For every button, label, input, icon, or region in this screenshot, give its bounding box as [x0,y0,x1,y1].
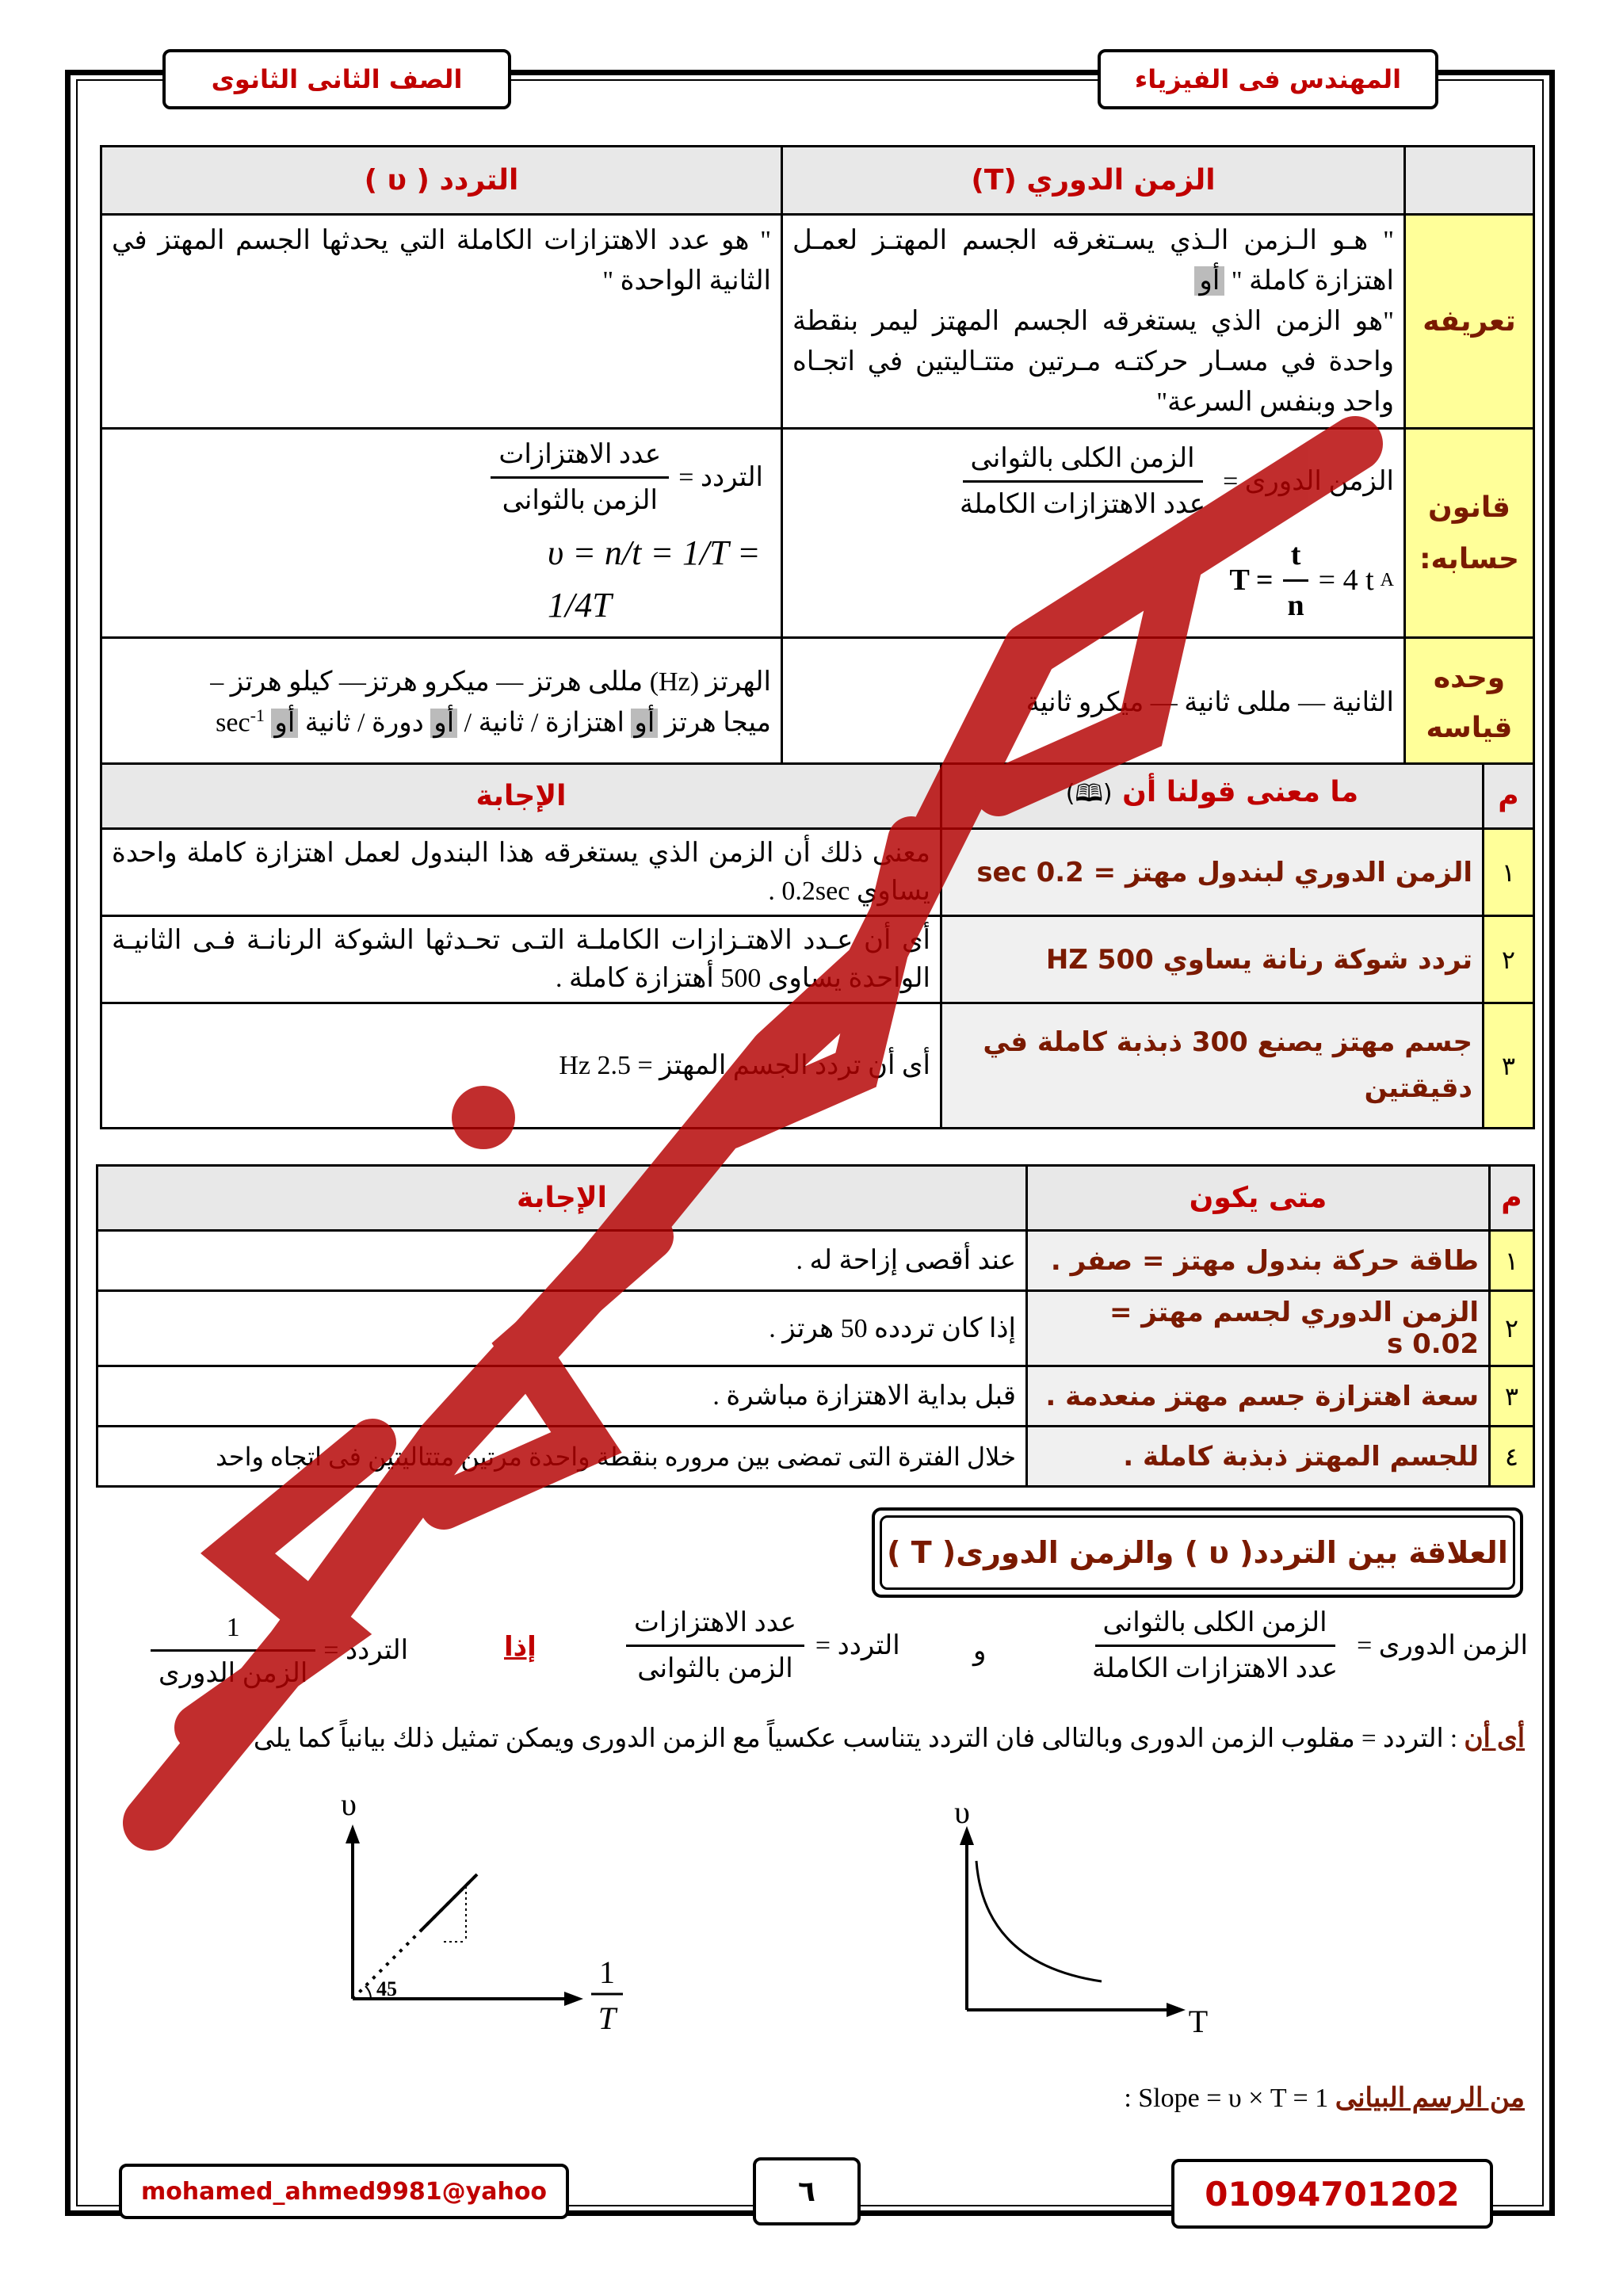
relation-result-num: 1 [151,1607,315,1652]
slope-text: : Slope = υ × T = 1 [1124,2084,1329,2113]
when-col-answer: الإجابة [97,1166,1027,1231]
relation-result-lhs: التردد = [323,1636,409,1665]
frequency-definition: " هو عدد الاهتزازات الكاملة التي يحدثها الجسم المهتز في الثانية الواحدة " [101,215,782,429]
linear-graph-y-label: υ [341,1791,357,1822]
period-definition-1: " هـو الـزمن الـذي يسـتغرقه الجسم المهتـز لعمـل اهتزازة كاملة " [792,226,1394,296]
period-formula-n: n [1287,588,1304,622]
meaning-row-num: ٢ [1484,916,1534,1003]
meaning-row-question: الزمن الدوري لبندول مهتز = 0.2 sec [941,829,1484,916]
relation-freq-eq [626,1603,900,1689]
meaning-col-num: م [1484,764,1534,829]
freq-unit-sec: $\sec^{-1}$ [216,705,265,738]
when-row-question: للجسم المهتز ذبذبة كاملة . [1027,1427,1490,1487]
relation-freq-num: عدد الاهتزازات [626,1603,804,1647]
period-law-denominator: عدد الاهتزازات الكاملة [960,489,1206,519]
slope-line [1124,2078,1525,2118]
when-row-question: طاقة حركة بندول مهتز = صفر . [1027,1231,1490,1291]
meaning-row-num: ٣ [1484,1003,1534,1129]
freq-unit-3: اهتزازة / ثانية [478,708,624,738]
unit-label-2: قياسه [1426,711,1513,744]
freq-unit-2: ميجا هرتز [664,708,771,738]
period-formula: T = $\frac{t}{n}$ = 4 t A [792,533,1394,628]
inverse-graph [943,1805,1244,2059]
meaning-row-question: تردد شوكة رنانة يساوي 500 HZ [941,916,1484,1003]
period-law-lhs: الزمن الدورى = [1223,466,1394,496]
period-definition-or: أو [1194,266,1224,296]
meaning-row-question: جسم مهتز يصنع 300 ذبذبة كاملة في دقيقتين [941,1003,1484,1129]
relation-result-eq [151,1607,408,1694]
period-law-fraction [952,438,1213,525]
inverse-graph-x-arrow [1167,2003,1186,2017]
col-period-header: الزمن الدوري (T) [782,147,1405,215]
period-formula-t: t [1283,533,1309,582]
when-row-question: الزمن الدوري لجسم مهتز = 0.02 s [1027,1291,1490,1366]
period-law-numerator: الزمن الكلى بالثوانى [963,438,1203,483]
frequency-units: الهرتز (Hz) مللى هرتز — ميكرو هرتز— كيلو هرتز – ميجا هرتز أو اهتزازة / ثانية / أو دورة / ثانية أو $\sec^{-1}$ [101,638,782,768]
when-row-answer: قبل بداية الاهتزازة مباشرة . [97,1366,1027,1427]
freq-unit-or-2: أو [430,709,457,738]
relation-and: و [973,1637,987,1666]
linear-graph-y-arrow [346,1824,360,1843]
meaning-col-question-text: ما معنى قولنا أن [1122,776,1359,808]
meaning-table [100,762,1535,1129]
law-label-2: حسابه: [1419,542,1519,575]
when-row-question: سعة اهتزازة جسم مهتز منعدمة . [1027,1366,1490,1427]
inverse-graph-curve [976,1861,1102,1981]
relation-period-lhs: الزمن الدورى = [1357,1631,1528,1660]
when-row-answer: خلال الفترة التى تمضى بين مروره بنقطة واحدة مرتين متتاليتين فى اتجاه واحد [97,1427,1027,1487]
linear-graph-angle-arc [365,1986,371,1999]
relation-freq-lhs: التردد = [815,1631,900,1660]
freq-law-fraction [491,434,669,521]
when-col-question: متى يكون [1027,1166,1490,1231]
freq-unit-4: دورة / ثانية [304,708,424,738]
when-row-num: ١ [1490,1231,1534,1291]
relation-meaning-label: أى أن [1464,1725,1525,1753]
when-row-answer: إذا كان تردده 50 هرتز . [97,1291,1027,1366]
when-row-num: ٢ [1490,1291,1534,1366]
frequency-law [101,429,782,638]
period-definition-2: "هو الزمن الذي يستغرقه الجسم المهتز ليمر بنقطة واحدة في مسـار حركتـه مـرتين متتـاليتين في اتجـاه واحد وبنفس السرعة" [792,307,1394,417]
meaning-row-answer: معنى ذلك أن الزمن الذي يستغرقه هذا البندول لعمل اهتزازة كاملة واحدة يساوي 0.2sec . [101,829,941,916]
unit-label-1: وحده [1433,661,1506,694]
when-row-answer: عند أقصى إزاحة له . [97,1231,1027,1291]
relation-period-frac [1084,1603,1346,1689]
freq-law-denominator: الزمن بالثوانى [502,486,658,515]
relation-result-den: الزمن الدورى [158,1659,308,1688]
relation-freq-den: الزمن بالثوانى [637,1654,793,1683]
relation-title: العلاقة بين التردد( υ ) والزمن الدورى( T ) [880,1515,1515,1590]
relation-period-den: عدد الاهتزازات الكاملة [1092,1654,1338,1683]
when-row-num: ٣ [1490,1366,1534,1427]
linear-graph-x-den: T [598,2000,617,2036]
linear-graph-angle: 45 [376,1977,397,2000]
corner-cell [1405,147,1534,215]
when-row-num: ٤ [1490,1427,1534,1487]
relation-title-box [872,1507,1523,1598]
header-grade-title: الصف الثانى الثانوى [162,49,511,109]
period-formula-sub: A [1380,570,1394,590]
relation-then: إذا [504,1631,537,1663]
col-frequency-header: التردد ( υ ) [101,147,782,215]
relation-result-frac [151,1607,315,1694]
relation-meaning-text: : التردد = مقلوب الزمن الدورى وبالتالى فان التردد يتناسب عكسياً مع الزمن الدورى ويمكن تمثيل ذلك بيانياً كما يلى [253,1725,1458,1753]
book-icon: (🕮) [1065,780,1113,808]
unit-label [1405,638,1534,768]
freq-law-numerator: عدد الاهتزازات [491,434,669,479]
law-label-1: قانون [1428,491,1510,524]
when-col-num: م [1490,1166,1534,1231]
definition-label: تعريفه [1405,215,1534,429]
period-definition [782,215,1405,429]
freq-unit-or-1: أو [631,709,658,738]
meaning-col-answer: الإجابة [101,764,941,829]
inverse-graph-x-label: T [1188,2004,1209,2039]
linear-graph-x-arrow [564,1992,583,2006]
period-law [782,429,1405,638]
meaning-row-answer: أى أن عـدد الاهتـزازات الكاملـة التـى تحـدثها الشوكة الرنانـة فـى الثانيـة الواحدة يساوى 500 أهتزازة كاملة . [101,916,941,1003]
period-formula-fraction [1280,533,1312,628]
freq-law-lhs: التردد = [678,463,763,492]
freq-formula: υ = n/t = 1/T = 1/4T [548,533,761,625]
freq-unit-or-3: أو [271,709,298,738]
relation-meaning [254,1720,1525,1759]
relation-period-eq [1084,1603,1528,1689]
footer-email: mohamed_ahmed9981@yahoo [119,2164,569,2219]
slope-label: من الرسم البيانى [1335,2084,1525,2113]
linear-graph-line [420,1874,477,1931]
relation-freq-frac [626,1603,804,1689]
law-label [1405,429,1534,638]
meaning-col-question [941,764,1484,829]
relation-period-num: الزمن الكلى بالثوانى [1095,1603,1335,1647]
linear-graph-x-num: 1 [599,1954,615,1990]
period-formula-T: T [1229,563,1250,597]
period-units: الثانية — مللى ثانية — ميكرو ثانية [782,638,1405,768]
freq-unit-1: الهرتز (Hz) مللى هرتز — ميكرو هرتز— كيلو هرتز – [210,667,771,697]
when-table [96,1164,1535,1488]
footer-page-number: ٦ [753,2157,861,2225]
period-formula-rest: = 4 t [1318,563,1374,597]
meaning-row-num: ١ [1484,829,1534,916]
meaning-row-answer: أى أن تردد الجسم المهتز = 2.5 Hz [101,1003,941,1129]
period-frequency-table [100,145,1535,769]
header-subject-title: المهندس فى الفيزياء [1098,49,1438,109]
inverse-graph-y-label: υ [954,1805,970,1830]
linear-graph [317,1791,650,2061]
footer-phone: 01094701202 [1171,2159,1493,2229]
